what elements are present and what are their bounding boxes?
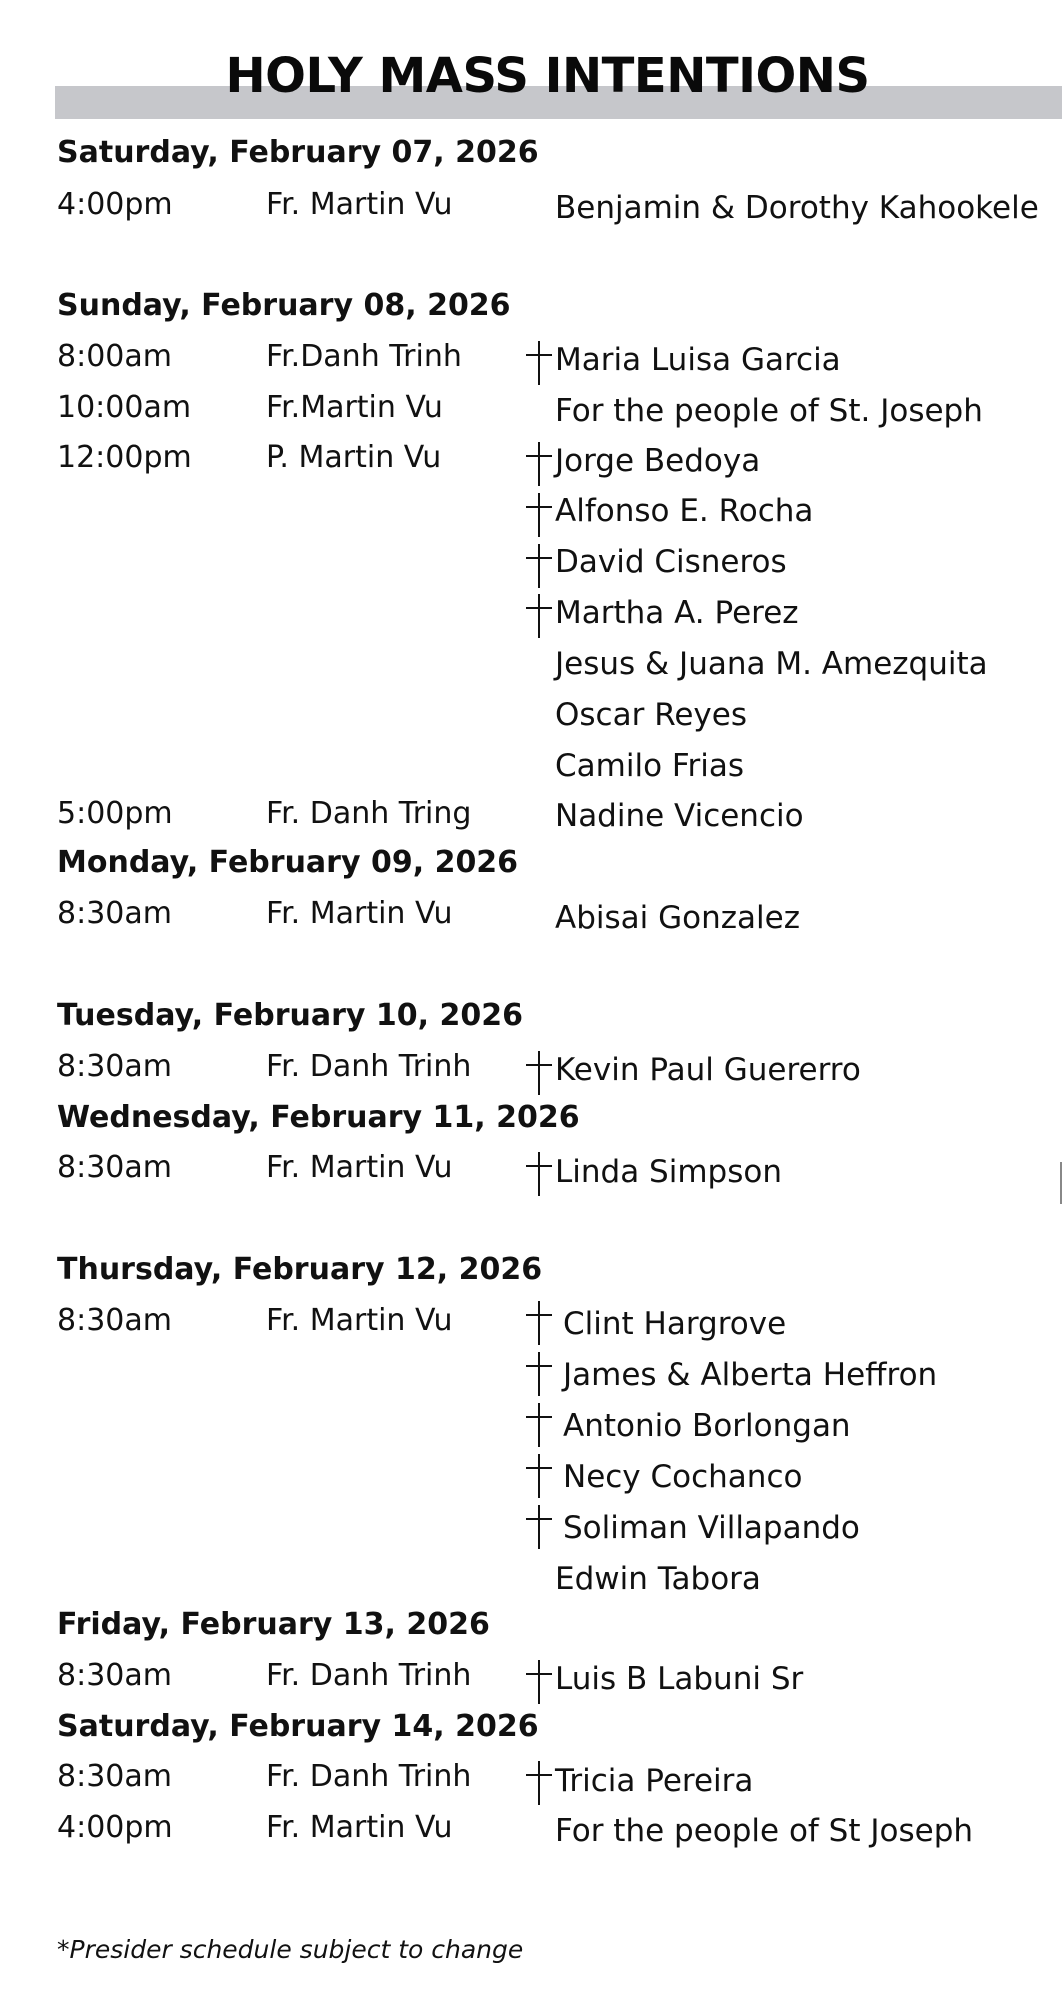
- mass-time: 8:30am: [57, 1150, 172, 1185]
- presider: P. Martin Vu: [266, 440, 442, 475]
- day-heading: Saturday, February 07, 2026: [57, 135, 539, 170]
- presider: Fr. Danh Trinh: [266, 1658, 472, 1693]
- mass-time: 8:30am: [57, 1303, 172, 1338]
- cross-icon: [520, 1660, 560, 1704]
- intention: For the people of St. Joseph: [555, 393, 983, 429]
- intention: Jesus & Juana M. Amezquita: [555, 646, 988, 682]
- cross-icon: [520, 594, 560, 638]
- cross-icon: [520, 1051, 560, 1095]
- cross-icon: [520, 493, 560, 537]
- intention: Kevin Paul Guererro: [555, 1052, 861, 1088]
- mass-time: 8:30am: [57, 1759, 172, 1794]
- cross-icon: [520, 1152, 560, 1196]
- mass-time: 12:00pm: [57, 440, 192, 475]
- intention: Nadine Vicencio: [555, 798, 804, 834]
- cross-icon: [520, 442, 560, 486]
- mass-time: 4:00pm: [57, 187, 173, 222]
- cross-icon: [520, 1301, 560, 1345]
- day-heading: Saturday, February 14, 2026: [57, 1709, 539, 1744]
- mass-time: 8:30am: [57, 896, 172, 931]
- intention: Tricia Pereira: [555, 1763, 754, 1799]
- presider: Fr. Martin Vu: [266, 896, 453, 931]
- day-heading: Thursday, February 12, 2026: [57, 1252, 543, 1287]
- intention: David Cisneros: [555, 544, 787, 580]
- intention: Edwin Tabora: [555, 1561, 761, 1597]
- mass-time: 4:00pm: [57, 1810, 173, 1845]
- intention: For the people of St Joseph: [555, 1813, 974, 1849]
- intention: Alfonso E. Rocha: [555, 493, 814, 529]
- day-heading: Sunday, February 08, 2026: [57, 288, 511, 323]
- day-heading: Friday, February 13, 2026: [57, 1607, 490, 1642]
- page-title: HOLY MASS INTENTIONS: [225, 48, 870, 104]
- cross-icon: [520, 341, 560, 385]
- presider: Fr. Danh Trinh: [266, 1759, 472, 1794]
- cross-icon: [520, 1352, 560, 1396]
- cross-icon: [520, 1403, 560, 1447]
- cross-icon: [520, 1505, 560, 1549]
- day-heading: Monday, February 09, 2026: [57, 845, 519, 880]
- intention: Abisai Gonzalez: [555, 900, 800, 936]
- mass-time: 8:30am: [57, 1658, 172, 1693]
- intention: Camilo Frias: [555, 748, 744, 784]
- presider: Fr. Martin Vu: [266, 1150, 453, 1185]
- intention: Oscar Reyes: [555, 697, 747, 733]
- intention: James & Alberta Heffron: [563, 1357, 938, 1393]
- intention: Linda Simpson: [555, 1154, 782, 1190]
- cross-icon: [520, 544, 560, 588]
- intention: Benjamin & Dorothy Kahookele: [555, 190, 1039, 226]
- intention: Luis B Labuni Sr: [555, 1661, 804, 1697]
- mass-time: 8:00am: [57, 339, 172, 374]
- mass-time: 10:00am: [57, 390, 192, 425]
- presider: Fr. Martin Vu: [266, 1303, 453, 1338]
- intention: Soliman Villapando: [563, 1510, 860, 1546]
- intention: Martha A. Perez: [555, 595, 799, 631]
- intention: Jorge Bedoya: [555, 443, 761, 479]
- presider: Fr. Danh Trinh: [266, 1049, 472, 1084]
- intention: Maria Luisa Garcia: [555, 342, 841, 378]
- day-heading: Tuesday, February 10, 2026: [57, 998, 523, 1033]
- intention: Antonio Borlongan: [563, 1408, 851, 1444]
- day-heading: Wednesday, February 11, 2026: [57, 1100, 580, 1135]
- cross-icon: [520, 1454, 560, 1498]
- presider: Fr. Danh Tring: [266, 796, 472, 831]
- intention: Necy Cochanco: [563, 1459, 803, 1495]
- mass-time: 5:00pm: [57, 796, 173, 831]
- presider: Fr.Martin Vu: [266, 390, 443, 425]
- presider: Fr. Martin Vu: [266, 187, 453, 222]
- presider: Fr. Martin Vu: [266, 1810, 453, 1845]
- mass-time: 8:30am: [57, 1049, 172, 1084]
- intention: Clint Hargrove: [563, 1306, 787, 1342]
- presider: Fr.Danh Trinh: [266, 339, 462, 374]
- footnote: *Presider schedule subject to change: [57, 1935, 524, 1964]
- cross-icon: [520, 1761, 560, 1805]
